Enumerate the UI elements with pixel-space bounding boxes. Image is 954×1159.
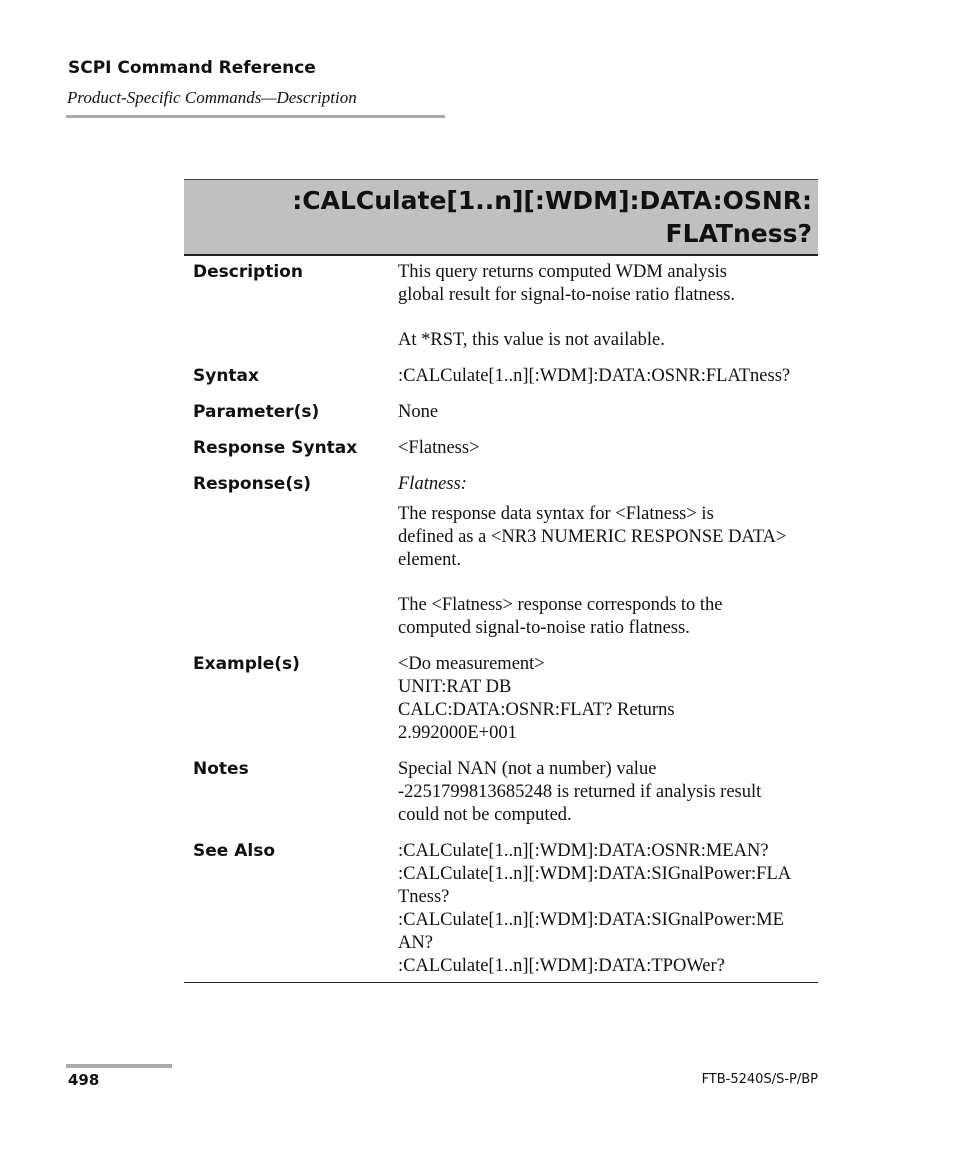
- text-line: Tness?: [398, 887, 450, 907]
- row-label: Example(s): [193, 654, 300, 674]
- row-label: Syntax: [193, 366, 259, 386]
- text-line: could not be computed.: [398, 805, 572, 825]
- text-line: :CALCulate[1..n][:WDM]:DATA:SIGnalPower:FLA: [398, 864, 792, 884]
- row-see-also: [184, 840, 818, 978]
- text-line: Special NAN (not a number) value: [398, 759, 657, 779]
- row-responses: [184, 473, 818, 640]
- text-line: At *RST, this value is not available.: [398, 330, 665, 350]
- text-line: computed signal-to-noise ratio flatness.: [398, 618, 690, 638]
- row-value: [398, 758, 818, 827]
- running-header-subtitle: Product-Specific Commands—Description: [67, 88, 357, 107]
- table-bottom-rule: [184, 982, 818, 983]
- command-detail-table: [184, 258, 818, 978]
- row-parameters: [184, 401, 818, 424]
- text-line: AN?: [398, 933, 433, 953]
- row-label: See Also: [193, 841, 276, 861]
- row-label: Description: [193, 262, 303, 282]
- command-title-line2: FLATness?: [665, 219, 812, 248]
- text-line: <Flatness>: [398, 438, 480, 458]
- command-title-line1: :CALCulate[1..n][:WDM]:DATA:OSNR:: [292, 186, 812, 215]
- row-value: [398, 261, 818, 352]
- text-line: This query returns computed WDM analysis: [398, 262, 727, 282]
- text-line: global result for signal-to-noise ratio flatness.: [398, 285, 736, 305]
- header-divider: [66, 115, 445, 118]
- row-value: [398, 401, 818, 424]
- row-syntax: [184, 365, 818, 388]
- page-number: 498: [68, 1071, 100, 1089]
- running-header-title: SCPI Command Reference: [68, 58, 316, 78]
- row-label: Response(s): [193, 474, 311, 494]
- row-value: [398, 437, 818, 460]
- row-value: [398, 473, 818, 640]
- row-value: [398, 653, 818, 745]
- footer-divider: [66, 1064, 172, 1068]
- text-line: The response data syntax for <Flatness> is: [398, 504, 714, 524]
- command-title-box: [184, 179, 818, 256]
- text-line: UNIT:RAT DB: [398, 677, 512, 697]
- row-label: Parameter(s): [193, 402, 320, 422]
- text-line: None: [398, 402, 439, 422]
- text-line: :CALCulate[1..n][:WDM]:DATA:SIGnalPower:ME: [398, 910, 784, 930]
- product-model: FTB-5240S/S-P/BP: [701, 1072, 818, 1087]
- row-label: Notes: [193, 759, 249, 779]
- row-examples: [184, 653, 818, 745]
- text-line: :CALCulate[1..n][:WDM]:DATA:OSNR:MEAN?: [398, 841, 769, 861]
- row-description: [184, 261, 818, 352]
- row-response-syntax: [184, 437, 818, 460]
- text-line: 2.992000E+001: [398, 723, 517, 743]
- row-label: Response Syntax: [193, 438, 358, 458]
- text-line: <Do measurement>: [398, 654, 545, 674]
- text-line: CALC:DATA:OSNR:FLAT? Returns: [398, 700, 675, 720]
- row-value: [398, 365, 818, 388]
- text-line: The <Flatness> response corresponds to the: [398, 595, 723, 615]
- text-line: element.: [398, 550, 462, 570]
- text-line: :CALCulate[1..n][:WDM]:DATA:TPOWer?: [398, 956, 725, 976]
- response-name: Flatness:: [398, 474, 467, 494]
- text-line: -2251799813685248 is returned if analysis result: [398, 782, 762, 802]
- text-line: :CALCulate[1..n][:WDM]:DATA:OSNR:FLATness?: [398, 366, 791, 386]
- command-title: [292, 184, 812, 250]
- row-notes: [184, 758, 818, 827]
- row-value: [398, 840, 818, 978]
- text-line: defined as a <NR3 NUMERIC RESPONSE DATA>: [398, 527, 787, 547]
